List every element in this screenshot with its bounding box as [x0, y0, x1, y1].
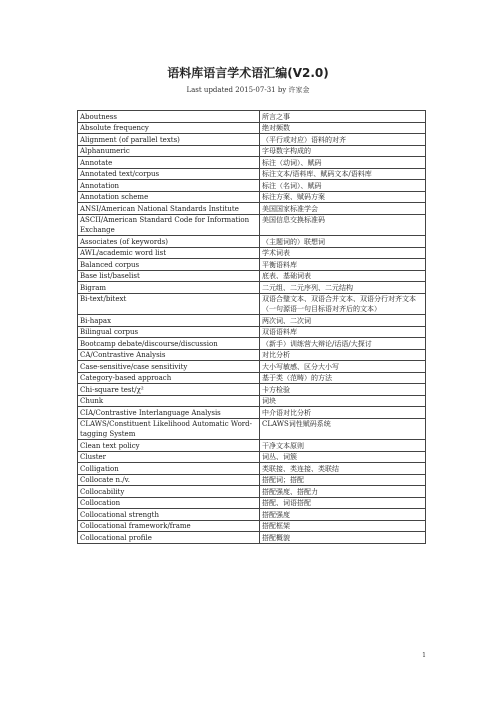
term-chinese-cell: 卡方检验: [260, 384, 426, 396]
term-chinese-cell: 基于类（范畴）的方法: [260, 372, 426, 384]
term-english-cell: Case-sensitive/case sensitivity: [78, 361, 260, 373]
table-row: [78, 451, 426, 463]
term-chinese-cell: 美国国家标准学会: [260, 203, 426, 215]
term-chinese-cell: 两次词、二次词: [260, 315, 426, 327]
term-chinese-cell: 搭配强度、搭配力: [260, 486, 426, 498]
term-english-cell: Cluster: [78, 451, 260, 463]
term-chinese-cell: 标注方案、赋码方案: [260, 191, 426, 203]
table-row: [78, 520, 426, 532]
term-chinese-cell: 绝对频数: [260, 122, 426, 134]
term-english-cell: ASCII/American Standard Code for Information Exchange: [78, 214, 260, 236]
table-row: [78, 122, 426, 134]
term-english-cell: Alphanumeric: [78, 145, 260, 157]
term-chinese-cell: 标注（名词）、赋码: [260, 180, 426, 192]
term-english-cell: Annotate: [78, 157, 260, 169]
term-english-cell: Category-based approach: [78, 372, 260, 384]
term-chinese-cell: 搭配概貌: [260, 532, 426, 544]
term-chinese-cell: 所言之事: [260, 111, 426, 123]
table-row: [78, 509, 426, 521]
term-english-cell: Chi-square test/χ²: [78, 384, 260, 396]
table-row: [78, 259, 426, 271]
term-english-cell: Collocation: [78, 497, 260, 509]
term-english-cell: Bi-hapax: [78, 315, 260, 327]
term-english-cell: CLAWS/Constituent Likelihood Automatic Word-tagging System: [78, 418, 260, 440]
term-english-cell: Chunk: [78, 395, 260, 407]
term-english-cell: Balanced corpus: [78, 259, 260, 271]
page-number: 1: [422, 652, 426, 659]
term-english-cell: CIA/Contrastive Interlanguage Analysis: [78, 407, 260, 419]
table-row: [78, 293, 426, 315]
term-chinese-cell: 对比分析: [260, 349, 426, 361]
page-subtitle: Last updated 2015-07-31 by 许家金: [186, 86, 310, 94]
term-chinese-cell: 平衡语料库: [260, 259, 426, 271]
term-english-cell: Annotated text/corpus: [78, 168, 260, 180]
table-row: [78, 486, 426, 498]
term-english-cell: Bootcamp debate/discourse/discussion: [78, 338, 260, 350]
table-row: [78, 168, 426, 180]
table-row: [78, 372, 426, 384]
term-english-cell: Collocability: [78, 486, 260, 498]
term-chinese-cell: （主题词的）联想词: [260, 236, 426, 248]
term-english-cell: Collocate n./v.: [78, 474, 260, 486]
term-chinese-cell: 标注（动词）、赋码: [260, 157, 426, 169]
table-row: [78, 395, 426, 407]
table-row: [78, 418, 426, 440]
term-chinese-cell: 双语语料库: [260, 326, 426, 338]
table-row: [78, 145, 426, 157]
table-row: [78, 384, 426, 396]
term-english-cell: Colligation: [78, 463, 260, 475]
term-english-cell: Alignment (of parallel texts): [78, 134, 260, 146]
table-row: [78, 282, 426, 294]
term-english-cell: Bi-text/bitext: [78, 293, 260, 315]
term-english-cell: Bilingual corpus: [78, 326, 260, 338]
table-row: [78, 326, 426, 338]
term-english-cell: Collocational framework/frame: [78, 520, 260, 532]
term-chinese-cell: 干净文本原则: [260, 440, 426, 452]
term-chinese-cell: 标注文本/语料库、赋码文本/语料库: [260, 168, 426, 180]
table-row: [78, 532, 426, 544]
term-chinese-cell: 字母数字构成的: [260, 145, 426, 157]
term-chinese-cell: （平行或对应）语料的对齐: [260, 134, 426, 146]
term-english-cell: Associates (of keywords): [78, 236, 260, 248]
term-chinese-cell: 学术词表: [260, 247, 426, 259]
table-row: [78, 111, 426, 123]
term-chinese-cell: 搭配词；搭配: [260, 474, 426, 486]
table-row: [78, 134, 426, 146]
term-chinese-cell: 搭配、词语搭配: [260, 497, 426, 509]
term-english-cell: Annotation scheme: [78, 191, 260, 203]
term-chinese-cell: （新手）训练营大辩论/话语/大探讨: [260, 338, 426, 350]
term-english-cell: Collocational strength: [78, 509, 260, 521]
term-english-cell: ANSI/American National Standards Institute: [78, 203, 260, 215]
table-row: [78, 247, 426, 259]
term-english-cell: Clean text policy: [78, 440, 260, 452]
term-english-cell: Annotation: [78, 180, 260, 192]
table-row: [78, 497, 426, 509]
term-english-cell: AWL/academic word list: [78, 247, 260, 259]
term-english-cell: CA/Contrastive Analysis: [78, 349, 260, 361]
table-row: [78, 474, 426, 486]
page-title: 语料库语言学术语汇编(V2.0): [167, 66, 329, 80]
table-row: [78, 191, 426, 203]
term-chinese-cell: 二元组、二元序列、二元结构: [260, 282, 426, 294]
table-row: [78, 440, 426, 452]
term-english-cell: Collocational profile: [78, 532, 260, 544]
glossary-table: [77, 110, 426, 544]
table-row: [78, 361, 426, 373]
term-chinese-cell: 搭配框架: [260, 520, 426, 532]
table-row: [78, 338, 426, 350]
table-row: [78, 180, 426, 192]
term-chinese-cell: 美国信息交换标准码: [260, 214, 426, 236]
term-chinese-cell: CLAWS词性赋码系统: [260, 418, 426, 440]
term-chinese-cell: 词丛、词簇: [260, 451, 426, 463]
table-row: [78, 349, 426, 361]
term-chinese-cell: 中介语对比分析: [260, 407, 426, 419]
table-row: [78, 157, 426, 169]
table-row: [78, 463, 426, 475]
term-chinese-cell: 大小写敏感、区分大小写: [260, 361, 426, 373]
table-row: [78, 214, 426, 236]
glossary-body: [78, 111, 426, 544]
term-chinese-cell: 词块: [260, 395, 426, 407]
term-chinese-cell: 底表、基础词表: [260, 270, 426, 282]
term-english-cell: Base list/baselist: [78, 270, 260, 282]
table-row: [78, 315, 426, 327]
term-english-cell: Bigram: [78, 282, 260, 294]
term-chinese-cell: 搭配强度: [260, 509, 426, 521]
table-row: [78, 407, 426, 419]
table-row: [78, 270, 426, 282]
term-chinese-cell: 类联接、类连接、类联结: [260, 463, 426, 475]
term-chinese-cell: 双语合璧文本、双语合并文本、双语分行对齐文本（一句源语一句目标语对齐后的文本）: [260, 293, 426, 315]
term-english-cell: Aboutness: [78, 111, 260, 123]
term-english-cell: Absolute frequency: [78, 122, 260, 134]
table-row: [78, 203, 426, 215]
table-row: [78, 236, 426, 248]
